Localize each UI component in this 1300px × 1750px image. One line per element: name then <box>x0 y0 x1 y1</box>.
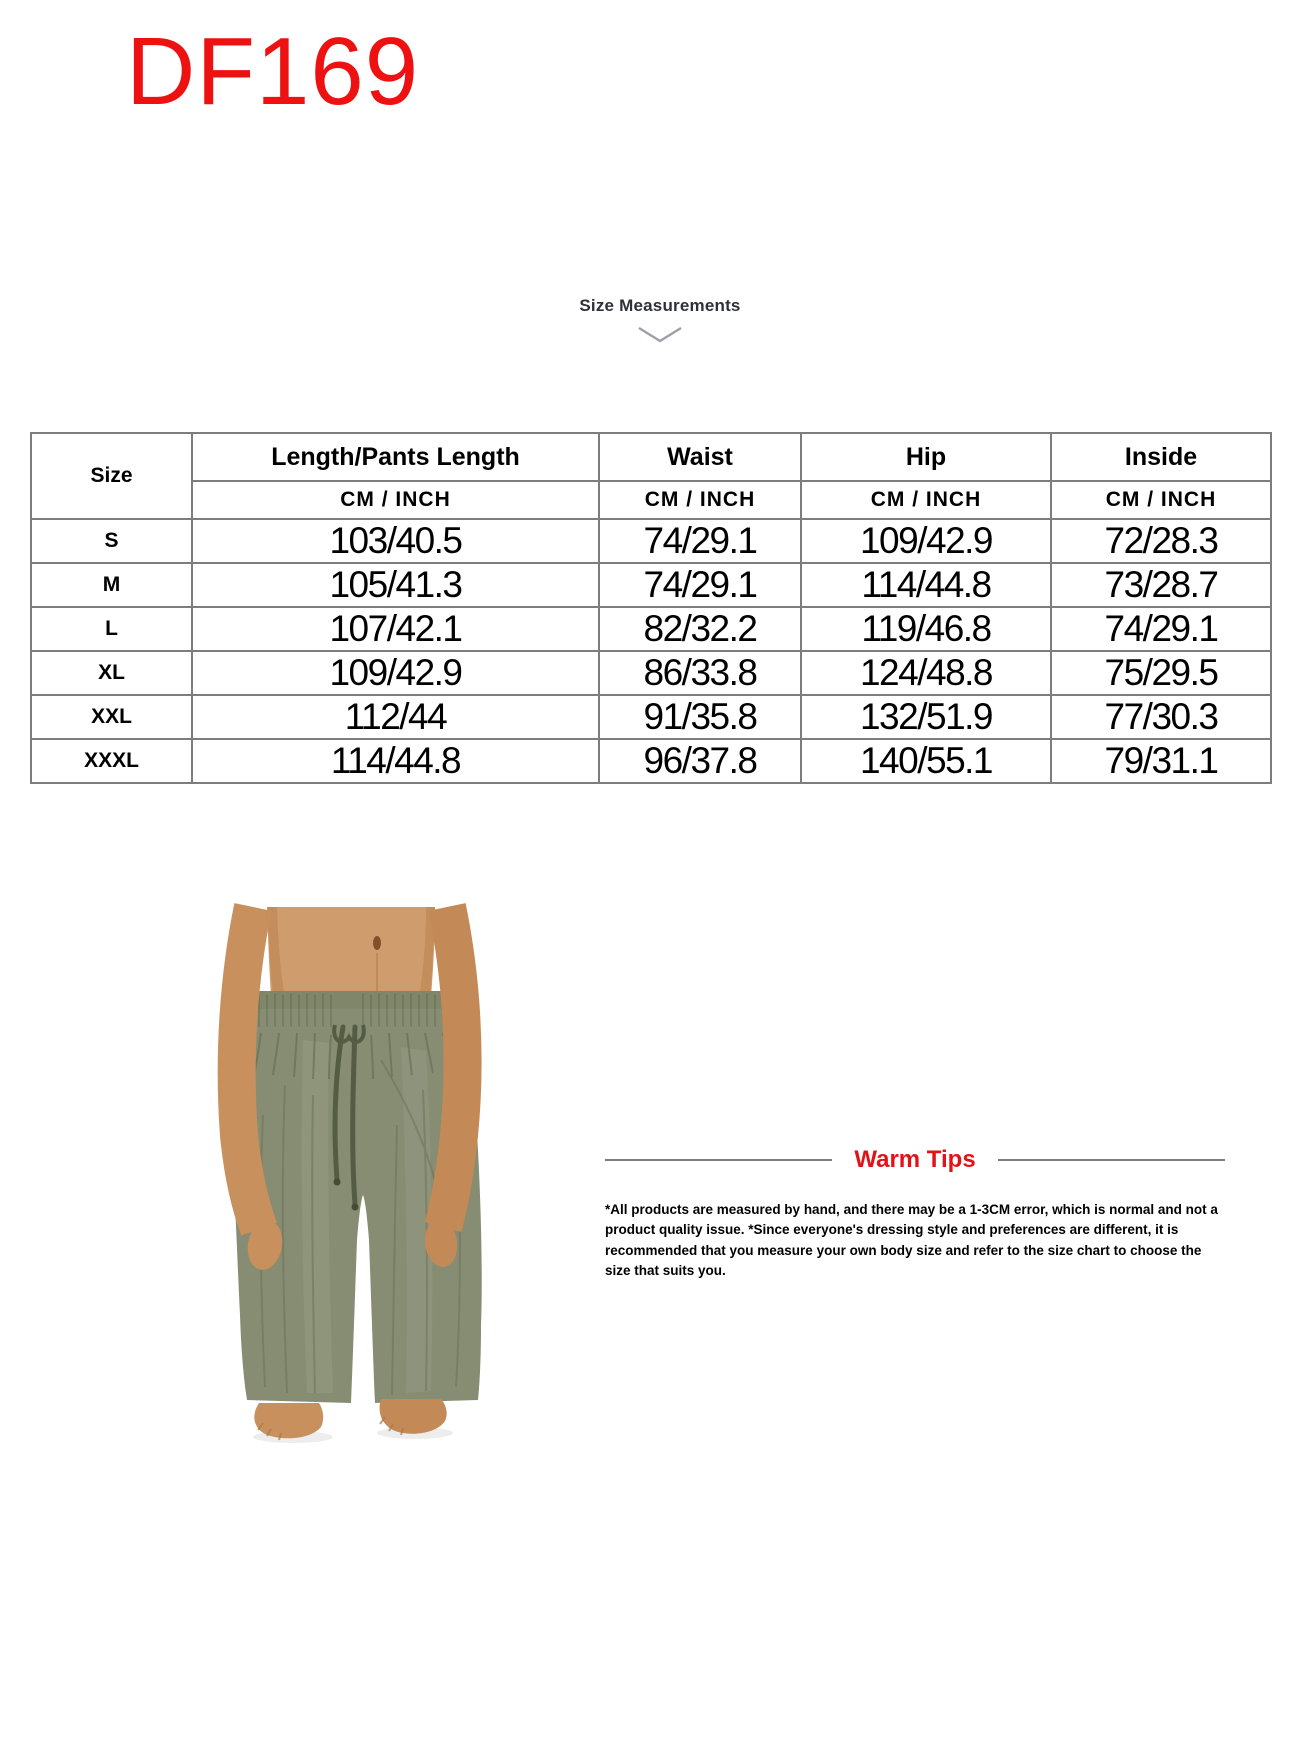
measurement-cell: 105/41.3 <box>192 563 599 607</box>
model-pants-illustration <box>185 855 515 1450</box>
unit-header-length: CM / INCH <box>192 481 599 519</box>
size-column-header: Size <box>31 433 192 519</box>
measurement-cell: 74/29.1 <box>599 519 801 563</box>
table-row-s <box>31 519 1271 563</box>
col-header-waist: Waist <box>599 433 801 481</box>
product-photo <box>185 855 515 1450</box>
size-label: M <box>31 563 192 607</box>
col-header-hip: Hip <box>801 433 1051 481</box>
measurement-cell: 107/42.1 <box>192 607 599 651</box>
measurement-cell: 112/44 <box>192 695 599 739</box>
warm-tips-title: Warm Tips <box>854 1146 976 1173</box>
measurement-cell: 109/42.9 <box>801 519 1051 563</box>
table-row-xxxl <box>31 739 1271 783</box>
col-header-inside: Inside <box>1051 433 1271 481</box>
unit-header-row <box>31 481 1271 519</box>
table-row-l <box>31 607 1271 651</box>
measurement-cell: 132/51.9 <box>801 695 1051 739</box>
table-header-row <box>31 433 1271 481</box>
size-label: XL <box>31 651 192 695</box>
measurement-cell: 114/44.8 <box>192 739 599 783</box>
unit-header-waist: CM / INCH <box>599 481 801 519</box>
product-code: DF169 <box>126 18 420 125</box>
measurement-cell: 74/29.1 <box>599 563 801 607</box>
section-title: Size Measurements <box>579 296 741 315</box>
measurement-cell: 124/48.8 <box>801 651 1051 695</box>
measurement-cell: 72/28.3 <box>1051 519 1271 563</box>
section-header <box>360 296 960 343</box>
measurement-cell: 140/55.1 <box>801 739 1051 783</box>
measurement-cell: 82/32.2 <box>599 607 801 651</box>
divider-line-right <box>998 1159 1225 1161</box>
measurement-cell: 77/30.3 <box>1051 695 1271 739</box>
unit-header-hip: CM / INCH <box>801 481 1051 519</box>
measurement-cell: 109/42.9 <box>192 651 599 695</box>
measurement-cell: 103/40.5 <box>192 519 599 563</box>
warm-tips-header <box>605 1146 1225 1174</box>
measurement-cell: 79/31.1 <box>1051 739 1271 783</box>
unit-header-inside: CM / INCH <box>1051 481 1271 519</box>
size-label: L <box>31 607 192 651</box>
measurement-cell: 96/37.8 <box>599 739 801 783</box>
table-row-xxl <box>31 695 1271 739</box>
measurement-cell: 74/29.1 <box>1051 607 1271 651</box>
col-header-length: Length/Pants Length <box>192 433 599 481</box>
size-label: XXL <box>31 695 192 739</box>
size-table <box>30 432 1272 784</box>
size-label: S <box>31 519 192 563</box>
size-label: XXXL <box>31 739 192 783</box>
measurement-cell: 114/44.8 <box>801 563 1051 607</box>
warm-tips-body: *All products are measured by hand, and there may be a 1-3CM error, which is normal and not a product quality issue. *Since everyone's dressing style and preferences are different, it is recommended that you measure your own body size and refer to the size chart to choose the size that suits you. <box>605 1202 1218 1278</box>
chevron-down-icon <box>637 326 683 343</box>
measurement-cell: 86/33.8 <box>599 651 801 695</box>
measurement-cell: 119/46.8 <box>801 607 1051 651</box>
measurement-cell: 75/29.5 <box>1051 651 1271 695</box>
divider-line-left <box>605 1159 832 1161</box>
table-row-xl <box>31 651 1271 695</box>
measurement-cell: 91/35.8 <box>599 695 801 739</box>
measurement-cell: 73/28.7 <box>1051 563 1271 607</box>
table-row-m <box>31 563 1271 607</box>
warm-tips-section <box>605 1146 1225 1281</box>
